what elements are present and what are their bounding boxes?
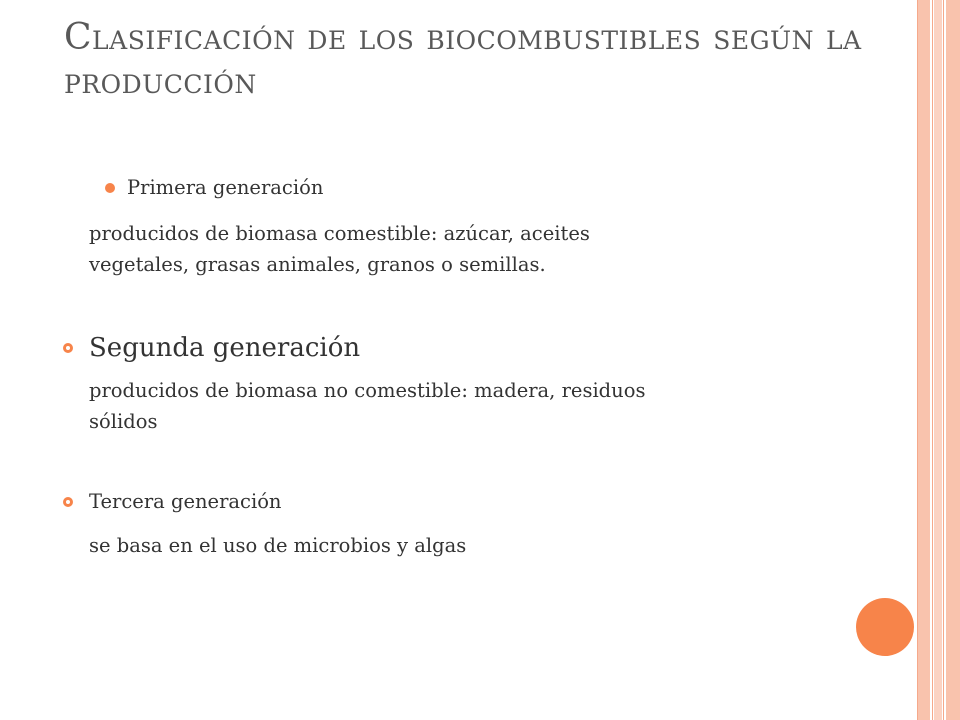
description-line: producidos de biomasa comestible: azúcar, aceites (89, 222, 590, 245)
accent-circle (856, 598, 914, 656)
section-description (89, 218, 590, 280)
slide-border-line (917, 0, 918, 720)
slide-border-band (946, 0, 960, 720)
description-line: vegetales, grasas animales, granos o semillas. (89, 253, 546, 276)
bullet-ring-icon (63, 497, 73, 507)
bullet-segunda-generacion (63, 333, 360, 363)
slide-border-band (934, 0, 942, 720)
slide-border-band (918, 0, 930, 720)
section-heading: Segunda generación (89, 333, 361, 363)
section-heading: Primera generación (127, 176, 324, 199)
slide-border-line (932, 0, 933, 720)
section-description (89, 375, 645, 437)
section-heading: Tercera generación (89, 490, 282, 513)
bullet-tercera-generacion (63, 490, 282, 513)
bullet-primera-generacion (105, 176, 323, 199)
slide-border-line (943, 0, 944, 720)
bullet-dot-icon (105, 183, 115, 193)
section-description (89, 530, 466, 561)
description-line: producidos de biomasa no comestible: madera, residuos (89, 379, 646, 402)
bullet-ring-icon (63, 343, 73, 353)
slide-title: Clasificación de los biocombustibles según la producción (64, 17, 862, 102)
description-line: sólidos (89, 410, 158, 433)
description-line: se basa en el uso de microbios y algas (89, 534, 467, 557)
